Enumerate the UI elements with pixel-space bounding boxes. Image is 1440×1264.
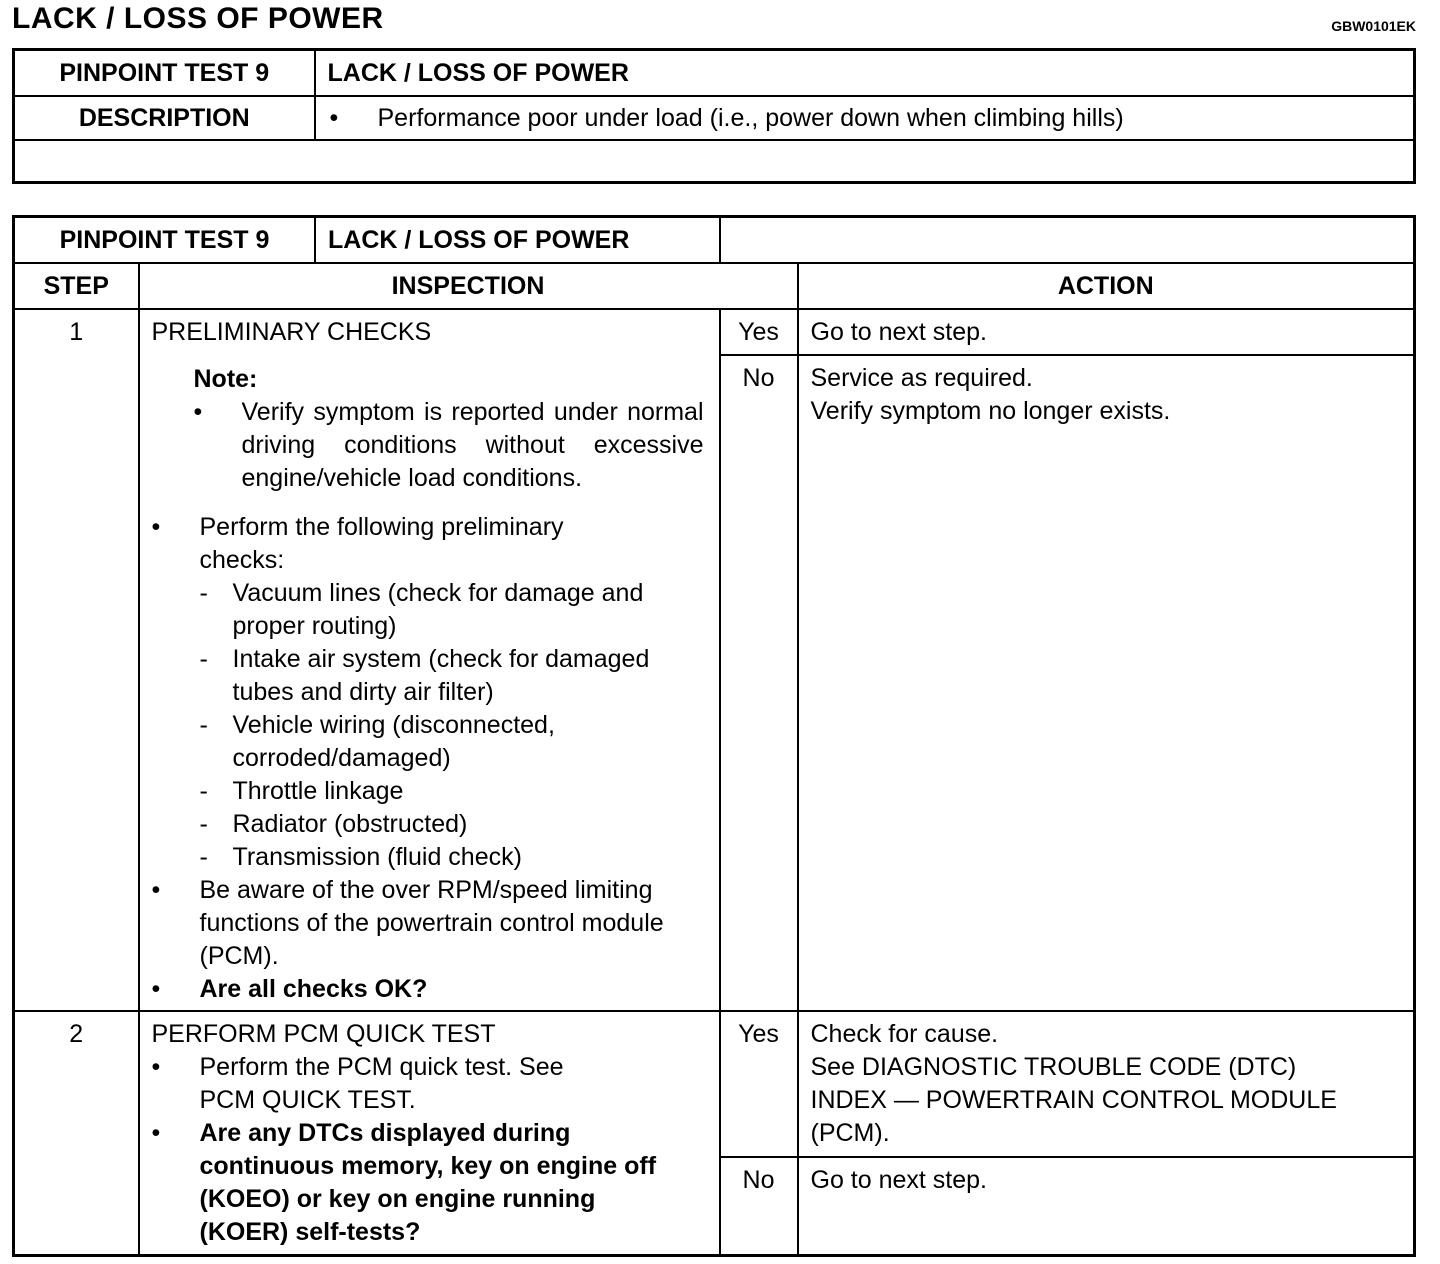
step-2-title: PERFORM PCM QUICK TEST [151,1020,496,1048]
bullet: • [151,975,161,1003]
bullet: • [329,103,339,132]
check-item: Transmission (fluid check) [232,843,522,871]
step-1-number: 1 [14,309,139,1011]
step-1-title: PRELIMINARY CHECKS [151,318,432,346]
bullet: • [193,398,203,426]
check-item: Intake air system (check for damaged tubes and dirty air filter) [232,645,650,706]
yes-action-line: Check for cause. [810,1020,999,1048]
check-item: Vacuum lines (check for damage and proper routing) [232,579,644,640]
check-item: Radiator (obstructed) [232,810,468,838]
summary-table [12,48,1416,184]
checks-intro: Perform the following preliminary checks: [199,513,564,574]
bullet: • [151,876,161,904]
description-cell [315,96,1415,140]
steps-title-cell [14,217,720,264]
empty-row [14,140,1415,183]
no-action-line: Service as required. [810,364,1033,393]
pinpoint-test-name: LACK / LOSS OF POWER [315,50,1415,97]
step-1-inspection [139,309,720,1011]
step-2-number: 2 [14,1011,139,1255]
step-1-no-action [798,355,1415,1011]
step-1-checks: • Perform the following preliminary checks: - Vacuum lines (check for damage and proper routing) - Intake air system (check for damaged tubes and dirty air filter) - Vehicle wiring (disconnected, corroded/damaged) - Throttle linkage - Radiator (obstructed) - Transmission (fluid check) • Be aware of the over RPM/speed limiting functions of the powertrain control module (PCM). • Are all checks OK? [152,511,709,1006]
header-step: STEP [14,263,139,309]
step-1-yes-action: Go to next step. [798,309,1415,355]
description-label: DESCRIPTION [14,96,315,140]
note-title: Note: [193,365,258,393]
steps-test-label: PINPOINT TEST 9 [15,218,316,262]
step-1-yes: Yes [720,309,798,355]
pinpoint-test-label: PINPOINT TEST 9 [14,50,315,97]
step-2-no: No [720,1157,798,1255]
steps-table [12,215,1416,1257]
step-2-yes: Yes [720,1011,798,1157]
step-2-instruction: Perform the PCM quick test. See PCM QUICK TEST. [199,1053,564,1114]
step-2-no-action: Go to next step. [798,1157,1415,1255]
steps-title-blank [720,217,1415,264]
bullet: • [151,513,161,541]
step-1-no: No [720,355,798,1011]
document-code: GBW0101EK [1331,18,1416,34]
awareness-text: Be aware of the over RPM/speed limiting functions of the powertrain control module (PCM). [199,876,664,970]
page-title: LACK / LOSS OF POWER [12,2,384,35]
steps-test-name: LACK / LOSS OF POWER [328,225,630,254]
description-text: Performance poor under load (i.e., power down when climbing hills) [377,103,1124,132]
check-item: Throttle linkage [232,777,404,805]
check-item: Vehicle wiring (disconnected, corroded/damaged) [232,711,555,772]
yes-action-line: See DIAGNOSTIC TROUBLE CODE (DTC) INDEX — POWERTRAIN CONTROL MODULE (PCM). [810,1053,1337,1147]
no-action-line: Verify symptom no longer exists. [810,397,1171,426]
note-text: Verify symptom is reported under normal driving conditions without excessive engine/vehicle load conditions. [241,398,704,492]
step-2-inspection [139,1011,720,1255]
bullet: • [151,1053,161,1081]
bullet: • [151,1119,161,1147]
step-1-note [194,363,709,495]
header-inspection: INSPECTION [139,263,798,309]
step-2-question: Are any DTCs displayed during continuous memory, key on engine off (KOEO) or key on engine running (KOER) self-tests? [199,1119,657,1246]
step-2-yes-action [798,1011,1415,1157]
header-action: ACTION [798,263,1415,309]
step-1-question: Are all checks OK? [199,975,428,1003]
